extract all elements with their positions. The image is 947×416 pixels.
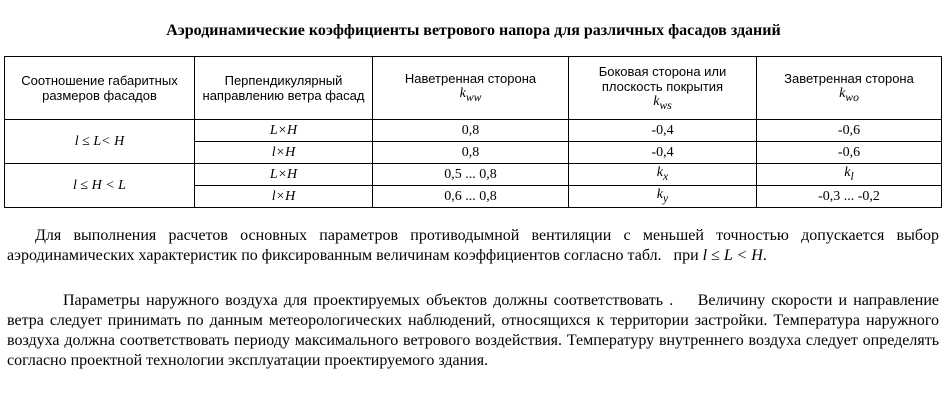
side-symbol: $k_{ws}$ (653, 93, 672, 112)
windward-cell: 0,8 (373, 120, 569, 142)
table-row (5, 120, 942, 142)
leeward-symbol: $k_{wo}$ (839, 86, 859, 104)
ratio-cell: l ≤ H < L (5, 164, 195, 208)
header-side: Боковая сторона или плоскость покрытия $k_{ws}$ (569, 57, 757, 120)
leeward-cell: -0,6 (757, 142, 942, 164)
facade-cell: l×H (195, 142, 373, 164)
paragraph-calculation (7, 226, 939, 266)
side-symbol: $k_y$ (656, 187, 669, 205)
paragraph-text: Для выполнения расчетов основных параметров противодымной вентиляции с меньшей точностью допускается выбор аэродинамических характеристик по фиксированным величинам коэффициентов согласно табл. (7, 227, 939, 264)
side-cell: -0,4 (569, 142, 757, 164)
leeward-cell: -0,6 (757, 120, 942, 142)
windward-cell: 0,6 ... 0,8 (373, 186, 569, 208)
windward-cell: 0,5 ... 0,8 (373, 164, 569, 186)
condition-suffix: . (762, 247, 767, 264)
leeward-cell: -0,3 ... -0,2 (757, 186, 942, 208)
windward-symbol: $k_{ww}$ (459, 86, 482, 104)
side-cell: -0,4 (569, 120, 757, 142)
table-header-row (5, 57, 942, 120)
facade-cell: L×H (195, 120, 373, 142)
leeward-cell (757, 164, 942, 186)
paragraph-outdoor-air (7, 291, 943, 371)
header-ratio: Соотношение габаритных размеров фасадов (5, 57, 195, 120)
windward-cell: 0,8 (373, 142, 569, 164)
condition-prefix: при (661, 247, 703, 264)
paragraph-text: Параметры наружного воздуха для проектируемых объектов должны соответствовать . Величину скорости и направление ветра следует принимать по данным метеорологических наблюдений, относящихся к территории застройки. Температура наружного воздуха должна соответствовать периоду максимального ветрового воздействия. Температуру внутреннего воздуха следует определять согласно проектной технологии эксплуатации проектируемого здания. (7, 292, 943, 369)
side-cell (569, 186, 757, 208)
side-symbol: $k_x$ (656, 165, 669, 183)
leeward-symbol: $k_l$ (844, 165, 854, 183)
facade-cell: l×H (195, 186, 373, 208)
coefficients-table (4, 56, 942, 208)
header-direction: Перпендикулярный направлению ветра фасад (195, 57, 373, 120)
condition-formula: l ≤ L < H (702, 247, 763, 264)
header-windward: Наветренная сторона $k_{ww}$ (373, 57, 569, 120)
facade-cell: L×H (195, 164, 373, 186)
ratio-cell: l ≤ L< H (5, 120, 195, 164)
side-cell (569, 164, 757, 186)
header-leeward: Заветренная сторона $k_{wo}$ (757, 57, 942, 120)
table-title: Аэродинамические коэффициенты ветрового напора для различных фасадов зданий (166, 22, 781, 39)
table-row (5, 164, 942, 186)
